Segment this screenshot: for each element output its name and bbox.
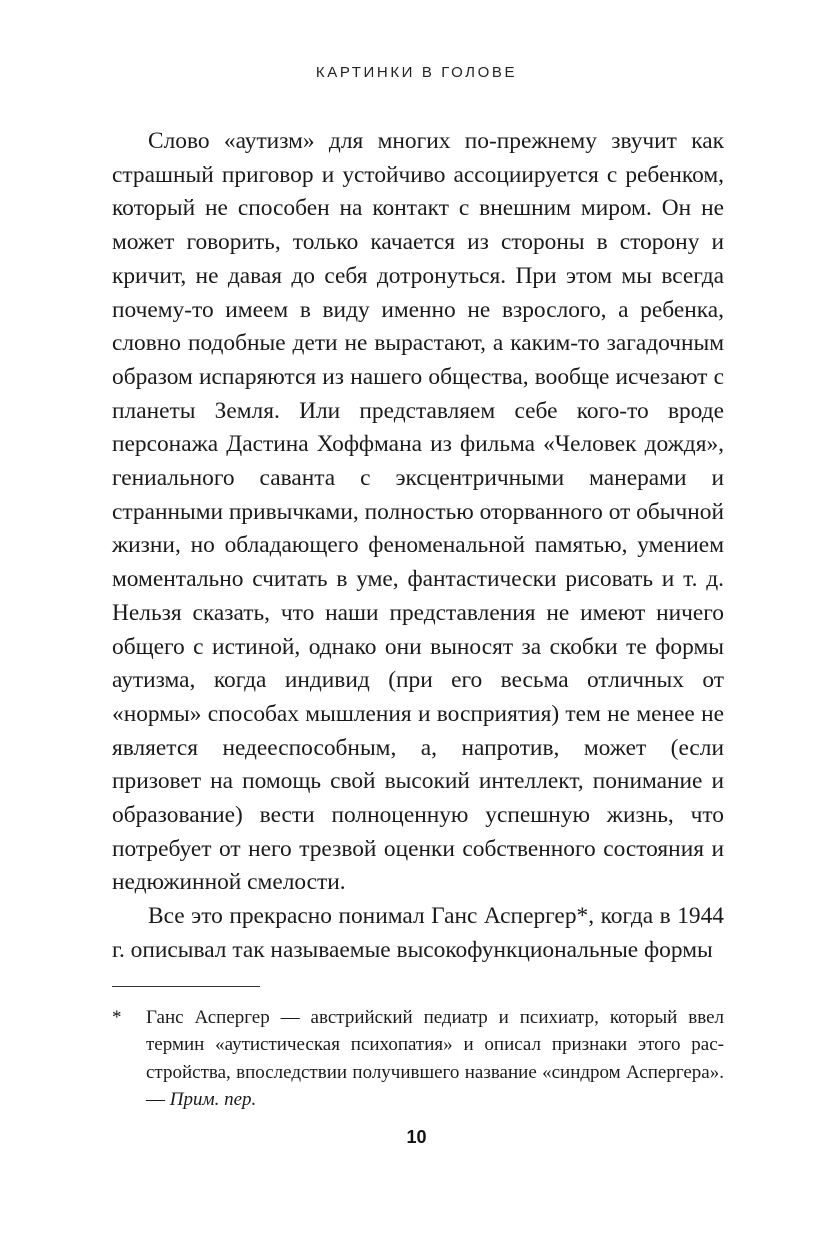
footnote-mark: * [112, 1007, 122, 1028]
footnote-body [146, 1004, 724, 1113]
footnote-text: Ганс Аспергер — австрийский педиатр и психиатр, который ввел термин «аутистическая психопатия» и описал признаки этого расстройства, впоследствии получившего название «синдром Аспергера». — [146, 1007, 724, 1110]
paragraph-2: Все это прекрасно понимал Ганс Аспергер*, когда в 1944 г. описывал так называемые высокофункциональные формы [112, 903, 724, 963]
running-head: КАРТИНКИ В ГОЛОВЕ [315, 64, 518, 81]
page-number: 10 [406, 1127, 427, 1147]
body-text [112, 125, 724, 968]
footnote [112, 1004, 724, 1113]
paragraph-1: Слово «аутизм» для многих по-прежнему звучит как страшный приговор и устойчиво ассоциируется с ребенком, который не способен на контакт с внешним миром. Он не может говорить, только качается из стороны в сторону и кричит, не давая до себя дотронуться. При этом мы всегда почему-то имеем в виду именно не взрослого, а ребенка, словно подобные дети не вырастают, а каким-то загадочным образом испаряются из нашего общества, вообще исчезают с планеты Земля. Или представляем себе кого-то вроде персонажа Дастина Хоффмана из фильма «Человек дождя», гениального саванта с эксцентричными манерами и странными привычками, полностью оторванного от обычной жизни, но обладающего феноменальной памятью, умением моментально считать в уме, фантастически рисовать и т. д. Нельзя сказать, что наши представления не имеют ничего общего с истиной, однако они выносят за скобки те формы аутизма, когда индивид (при его весьма отличных от «нормы» способах мышления и восприятия) тем не менее не является недееспособным, а, напротив, может (если призовет на помощь свой высокий интеллект, понимание и образование) вести полноценную успешную жизнь, что потребует от него трезвой оценки собственного состояния и недюжинной смелости. [112, 128, 724, 896]
footnote-divider [112, 986, 260, 987]
footnote-translator-note: Прим. пер. [169, 1088, 257, 1110]
